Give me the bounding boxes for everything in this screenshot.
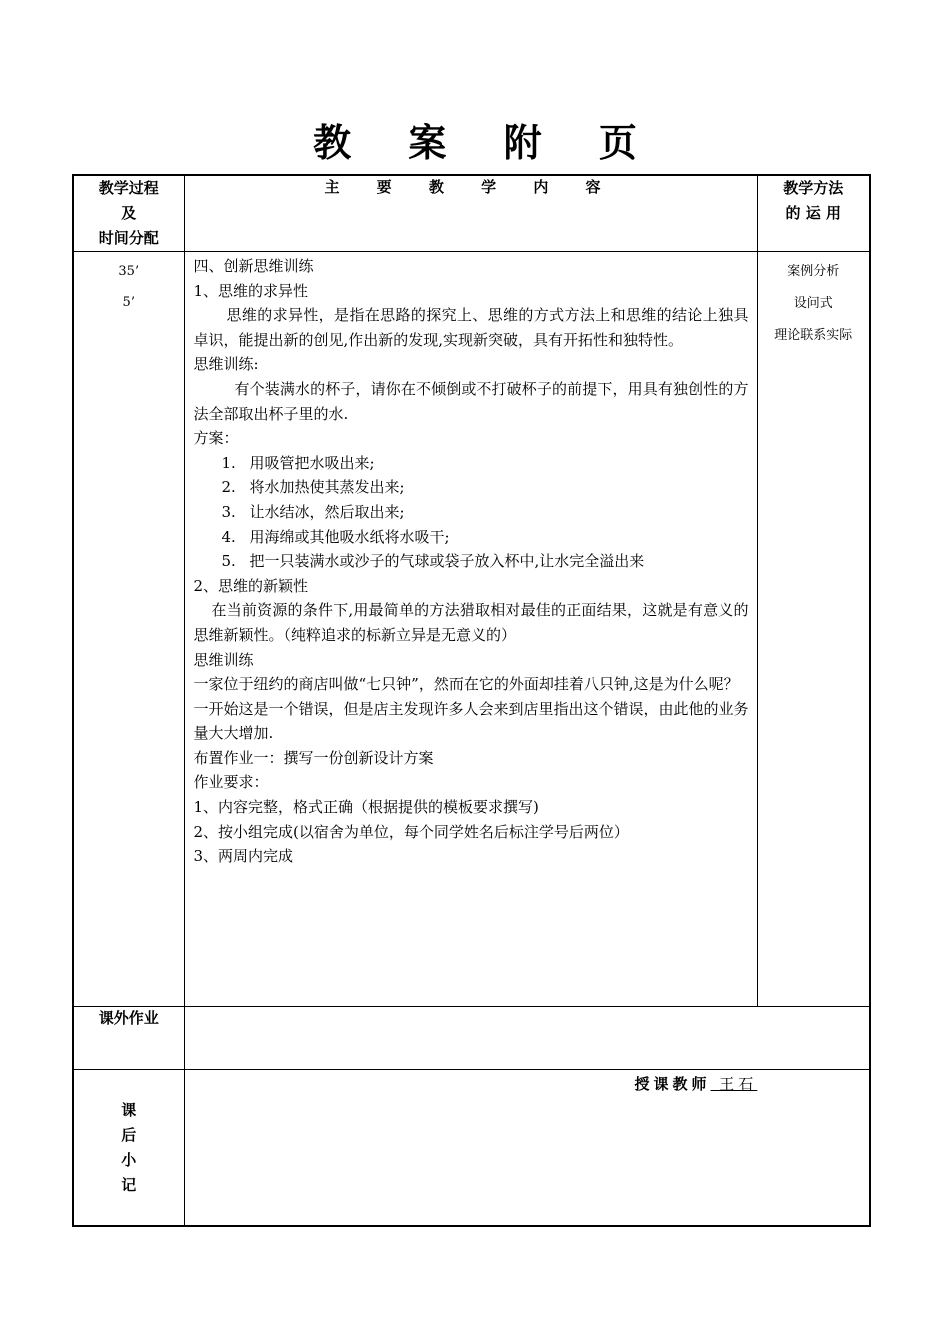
table-header-row <box>73 175 870 252</box>
list-text: 将水加热使其蒸发出来; <box>249 478 405 497</box>
paragraph: 思维的求异性，是指在思路的探究上、思维的方式方法上和思维的结论上独具卓识，能提出新的创见,作出新的发现,实现新突破，具有开拓性和独特性。 <box>193 306 749 349</box>
summary-label <box>73 1070 184 1227</box>
list-item <box>222 451 749 476</box>
teaching-methods-cell <box>757 252 870 1007</box>
list-item <box>222 475 749 500</box>
list-number: 2. <box>221 478 236 497</box>
requirements-label: 作业要求： <box>193 773 269 792</box>
time-value: 5’ <box>122 295 135 310</box>
method-item: 案例分析 <box>787 264 840 279</box>
header-line: 教学过程 <box>98 179 159 197</box>
requirement-item: 3、两周内完成 <box>193 847 294 866</box>
plan-label: 方案： <box>193 429 239 448</box>
paragraph: 在当前资源的条件下,用最简单的方法猎取相对最佳的正面结果，这就是有意义的思维新颖性。（纯粹追求的标新立异是无意义的） <box>193 601 749 644</box>
main-content-cell <box>184 252 757 1007</box>
time-allocation-cell <box>73 252 184 1007</box>
header-main-content: 主 要 教 学 内 容 <box>184 175 757 252</box>
assignment-line: 布置作业一：撰写一份创新设计方案 <box>193 748 434 767</box>
exercise-label: 思维训练 <box>193 650 254 669</box>
teacher-signature <box>635 1073 758 1094</box>
list-item <box>222 549 749 574</box>
summary-label-char: 后 <box>121 1125 137 1144</box>
header-methods <box>757 175 870 252</box>
exercise-label: 思维训练: <box>193 355 259 374</box>
time-value: 35’ <box>118 264 140 279</box>
requirement-item: 1、内容完整，格式正确（根据提供的模板要求撰写) <box>193 798 539 817</box>
header-line: 的 运 用 <box>785 204 841 222</box>
paragraph: 有个装满水的杯子，请你在不倾倒或不打破杯子的前提下，用具有独创性的方法全部取出杯子里的水. <box>193 379 749 423</box>
homework-row <box>73 1007 870 1070</box>
summary-row <box>73 1070 870 1227</box>
page-title: 教 案 附 页 <box>313 121 659 165</box>
lesson-plan-table <box>72 174 871 1227</box>
list-number: 1. <box>221 453 236 472</box>
content-row <box>73 252 870 1007</box>
method-item: 设问式 <box>793 296 833 311</box>
summary-label-char: 记 <box>121 1175 137 1194</box>
summary-cell <box>184 1070 870 1227</box>
list-number: 3. <box>221 502 236 521</box>
plan-list <box>194 451 749 574</box>
teacher-label: 授课教师 <box>634 1075 711 1093</box>
summary-label-char: 课 <box>121 1100 137 1119</box>
paragraph: 一开始这是一个错误，但是店主发现许多人会来到店里指出这个错误，由此他的业务量大大增加. <box>193 699 749 743</box>
subsection-heading: 2、思维的新颖性 <box>193 576 309 595</box>
method-item: 理论联系实际 <box>774 328 853 343</box>
paragraph: 一家位于纽约的商店叫做“七只钟”，然而在它的外面却挂着八只钟,这是为什么呢？ <box>193 675 739 694</box>
list-item <box>222 500 749 525</box>
homework-label: 课外作业 <box>73 1007 184 1070</box>
list-text: 让水结冰，然后取出来; <box>249 502 405 521</box>
teacher-area <box>185 1070 870 1225</box>
subsection-heading: 1、思维的求异性 <box>193 281 309 300</box>
list-number: 4. <box>221 527 236 546</box>
list-text: 把一只装满水或沙子的气球或袋子放入杯中,让水完全溢出来 <box>249 552 645 571</box>
list-text: 用吸管把水吸出来; <box>249 453 375 472</box>
homework-cell <box>184 1007 870 1070</box>
section-heading: 四、创新思维训练 <box>193 257 314 275</box>
list-number: 5. <box>221 552 236 571</box>
header-line: 及 <box>121 204 137 222</box>
header-process-time <box>73 175 184 252</box>
list-text: 用海绵或其他吸水纸将水吸干; <box>249 527 450 546</box>
list-item <box>222 525 749 550</box>
teacher-name: 王石 <box>710 1075 758 1093</box>
header-line: 时间分配 <box>98 229 159 247</box>
summary-label-char: 小 <box>121 1150 137 1169</box>
requirement-item: 2、按小组完成(以宿舍为单位，每个同学姓名后标注学号后两位） <box>193 822 629 841</box>
header-line: 教学方法 <box>783 179 844 197</box>
